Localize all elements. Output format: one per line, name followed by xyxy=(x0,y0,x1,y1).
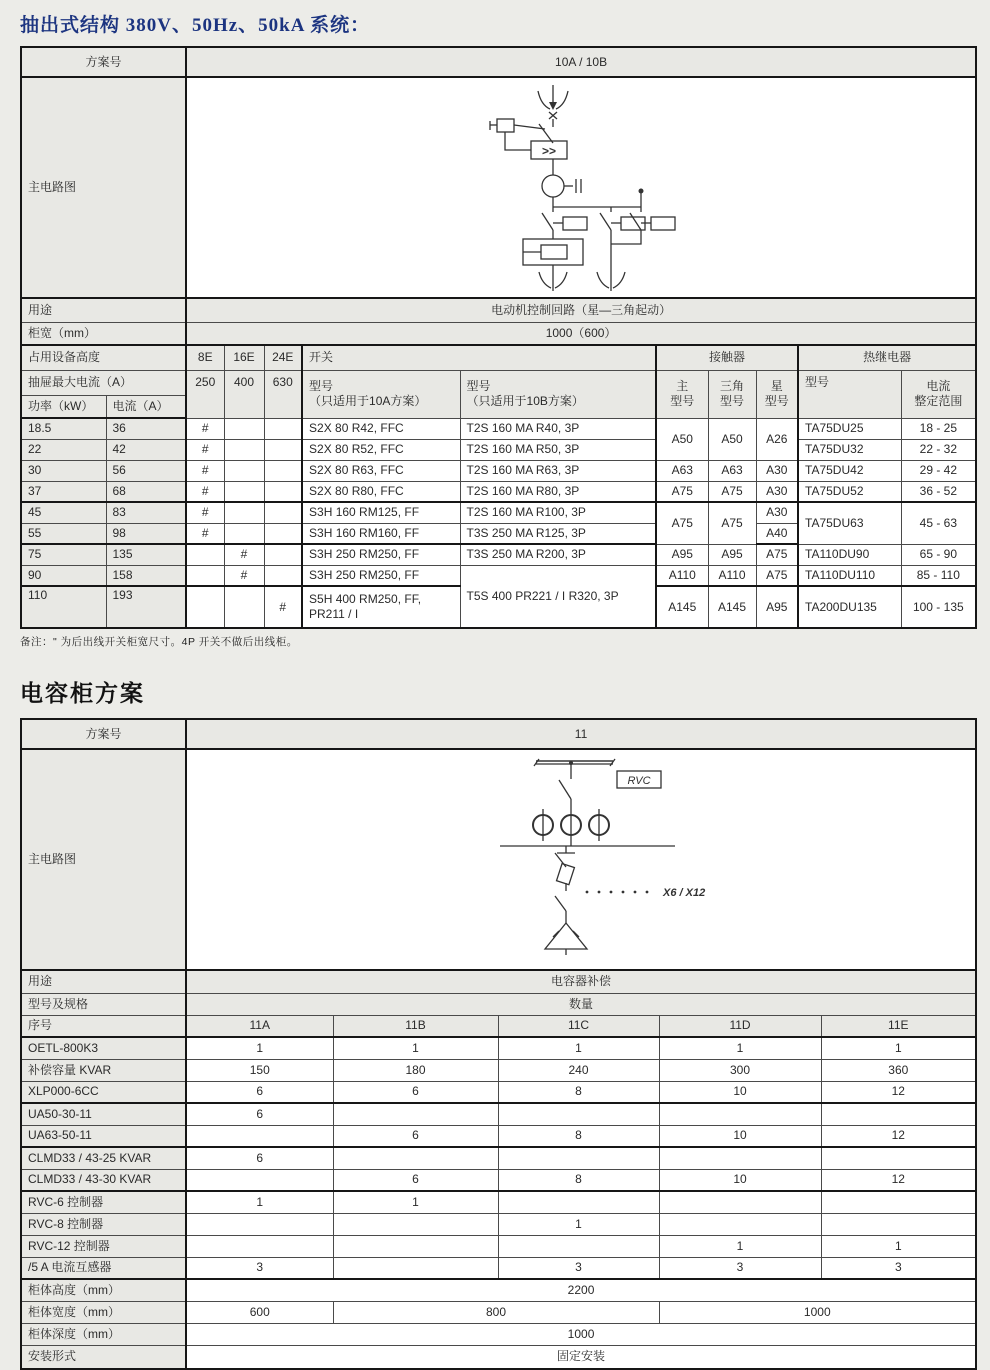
cell xyxy=(224,418,264,439)
cell: /5 A 电流互感器 xyxy=(21,1257,186,1279)
cell xyxy=(264,523,302,544)
cell: RVC-6 控制器 xyxy=(21,1191,186,1213)
mounting-value: 固定安装 xyxy=(186,1345,976,1369)
cabinet-width-value: 600 xyxy=(186,1301,333,1323)
cell: 8E xyxy=(186,345,224,370)
cell: A30 xyxy=(756,481,798,502)
spec-label: 型号及规格 xyxy=(21,993,186,1015)
cell xyxy=(186,544,224,565)
cell: 400 xyxy=(224,370,264,418)
cell: 68 xyxy=(106,481,186,502)
table-row xyxy=(21,1015,976,1037)
cell: T3S 250 MA R125, 3P xyxy=(460,523,656,544)
table-row xyxy=(21,1235,976,1257)
cell: A63 xyxy=(656,460,708,481)
cell: UA50-30-11 xyxy=(21,1103,186,1125)
cell: 电流 xyxy=(926,379,951,393)
table-row xyxy=(21,77,976,298)
cell: TA75DU42 xyxy=(798,460,901,481)
motor-circuit-diagram xyxy=(193,79,976,292)
cell: # xyxy=(264,586,302,628)
cell: # xyxy=(224,565,264,586)
cell xyxy=(821,1147,976,1169)
cell: # xyxy=(186,481,224,502)
cell: TA200DU135 xyxy=(798,586,901,628)
cell xyxy=(224,481,264,502)
cell: S3H 160 RM160, FF xyxy=(302,523,460,544)
circuit-label: 主电路图 xyxy=(21,77,186,298)
contactor-group-label: 接触器 xyxy=(656,345,798,370)
cell: 193 xyxy=(106,586,186,628)
cell: S3H 250 RM250, FF xyxy=(302,544,460,565)
cell: 29 - 42 xyxy=(901,460,976,481)
cell: 6 xyxy=(333,1125,498,1147)
scheme-value: 10A / 10B xyxy=(186,47,976,77)
current-header: 电流（A） xyxy=(106,395,186,418)
cell: A40 xyxy=(756,523,798,544)
cell xyxy=(333,1213,498,1235)
table-row xyxy=(21,298,976,322)
cell xyxy=(333,1235,498,1257)
cell xyxy=(224,439,264,460)
cell: 37 xyxy=(21,481,106,502)
cell: T2S 160 MA R50, 3P xyxy=(460,439,656,460)
cell: # xyxy=(186,502,224,523)
cell xyxy=(224,502,264,523)
cell: 11B xyxy=(333,1015,498,1037)
cell xyxy=(333,1103,498,1125)
cell: 300 xyxy=(659,1059,821,1081)
cell xyxy=(821,1213,976,1235)
cell: 1 xyxy=(498,1213,659,1235)
cell: 90 xyxy=(21,565,106,586)
cell: A50 xyxy=(708,418,756,460)
usage-label: 用途 xyxy=(21,970,186,993)
cell xyxy=(264,481,302,502)
table-row xyxy=(21,565,976,586)
cell: 6 xyxy=(186,1147,333,1169)
cell: 30 xyxy=(21,460,106,481)
cell: TA75DU32 xyxy=(798,439,901,460)
cell: 75 xyxy=(21,544,106,565)
cell: 36 - 52 xyxy=(901,481,976,502)
model-10a-header xyxy=(302,370,460,418)
capacitor-scheme-table xyxy=(20,718,977,1370)
relay-symbol: >> xyxy=(542,144,557,158)
cell: S2X 80 R42, FFC xyxy=(302,418,460,439)
section-title: 电容柜方案 xyxy=(20,681,145,706)
scheme-value: 11 xyxy=(186,719,976,749)
qty-label: 数量 xyxy=(186,993,976,1015)
cell: 1 xyxy=(333,1191,498,1213)
cell: A145 xyxy=(708,586,756,628)
cell xyxy=(186,586,224,628)
cell xyxy=(224,586,264,628)
cell: A63 xyxy=(708,460,756,481)
cell: 1 xyxy=(659,1235,821,1257)
thermal-group-label: 热继电器 xyxy=(798,345,976,370)
cell xyxy=(224,523,264,544)
cell xyxy=(264,418,302,439)
cell: A145 xyxy=(656,586,708,628)
cell: T5S 400 PR221 / I R320, 3P xyxy=(460,565,656,628)
capacitor-circuit-diagram xyxy=(193,751,976,964)
thermal-model-header: 型号 xyxy=(798,370,901,418)
table-row xyxy=(21,439,976,460)
table-row xyxy=(21,993,976,1015)
mounting-label: 安装形式 xyxy=(21,1345,186,1369)
cell: 1 xyxy=(659,1037,821,1059)
cell: A30 xyxy=(756,502,798,523)
cell: 12 xyxy=(821,1081,976,1103)
power-header: 功率（kW） xyxy=(21,395,106,418)
cell xyxy=(498,1191,659,1213)
model-10b-header xyxy=(460,370,656,418)
circuit-label: 主电路图 xyxy=(21,749,186,970)
table-row xyxy=(21,749,976,970)
cell: 240 xyxy=(498,1059,659,1081)
cell: 三角 xyxy=(720,379,745,393)
cell: 主 xyxy=(676,379,689,393)
cell: 18 - 25 xyxy=(901,418,976,439)
table-row xyxy=(21,460,976,481)
note-text: 备注：" 为后出线开关柜宽尺寸。4P 开关不做后出线柜。 xyxy=(20,636,298,648)
cell: A95 xyxy=(756,586,798,628)
cell: 3 xyxy=(498,1257,659,1279)
cell: S5H 400 RM250, FF, PR211 / I xyxy=(302,586,460,628)
cell: 补偿容量 KVAR xyxy=(21,1059,186,1081)
cabinet-height-value: 2200 xyxy=(186,1279,976,1301)
cell: （只适用于10B方案） xyxy=(466,394,584,408)
cell xyxy=(186,1235,333,1257)
table-row xyxy=(21,1257,976,1279)
cell: 180 xyxy=(333,1059,498,1081)
cell: A50 xyxy=(656,418,708,460)
cell: 1 xyxy=(186,1037,333,1059)
cell: T2S 160 MA R40, 3P xyxy=(460,418,656,439)
cell: 98 xyxy=(106,523,186,544)
cell: TA75DU52 xyxy=(798,481,901,502)
cabinet-width-value: 1000 xyxy=(659,1301,976,1323)
cell xyxy=(186,565,224,586)
cell: A75 xyxy=(656,502,708,544)
cell: RVC-12 控制器 xyxy=(21,1235,186,1257)
cell: T3S 250 MA R200, 3P xyxy=(460,544,656,565)
cell: # xyxy=(186,418,224,439)
cell: 8 xyxy=(498,1125,659,1147)
table-row xyxy=(21,719,976,749)
cell: 型号 xyxy=(466,379,491,393)
cabinet-width-value: 800 xyxy=(333,1301,659,1323)
drawer-current-label: 抽屉最大电流（A） xyxy=(21,370,186,395)
table-row xyxy=(21,345,976,370)
scheme-label: 方案号 xyxy=(21,47,186,77)
cell: 型号 xyxy=(309,379,334,393)
cell: 1 xyxy=(498,1037,659,1059)
cell: 1 xyxy=(821,1235,976,1257)
scheme-label: 方案号 xyxy=(21,719,186,749)
cell xyxy=(659,1103,821,1125)
cell: 3 xyxy=(659,1257,821,1279)
cell: 83 xyxy=(106,502,186,523)
cell: OETL-800K3 xyxy=(21,1037,186,1059)
cell: 100 - 135 xyxy=(901,586,976,628)
cell: # xyxy=(186,460,224,481)
cell xyxy=(186,1213,333,1235)
cell: TA75DU63 xyxy=(798,502,901,544)
cell: A110 xyxy=(656,565,708,586)
cell: 6 xyxy=(186,1103,333,1125)
page-title: 抽出式结构 380V、50Hz、50kA 系统： xyxy=(20,15,371,36)
cabinet-width-value: 1000（600） xyxy=(186,322,976,345)
cell: T2S 160 MA R80, 3P xyxy=(460,481,656,502)
switch-group-label: 开关 xyxy=(302,345,656,370)
cell: 11A xyxy=(186,1015,333,1037)
cell: 1 xyxy=(186,1191,333,1213)
cell xyxy=(224,460,264,481)
cell: 630 xyxy=(264,370,302,418)
cell: XLP000-6CC xyxy=(21,1081,186,1103)
usage-value: 电容器补偿 xyxy=(186,970,976,993)
cell xyxy=(264,544,302,565)
cell: 11D xyxy=(659,1015,821,1037)
cell: 56 xyxy=(106,460,186,481)
cell: T2S 160 MA R63, 3P xyxy=(460,460,656,481)
table-row xyxy=(21,544,976,565)
table-row xyxy=(21,1169,976,1191)
cell: 型号 xyxy=(720,394,745,408)
cell: RVC-8 控制器 xyxy=(21,1213,186,1235)
table-row xyxy=(21,1191,976,1213)
table-row xyxy=(21,1213,976,1235)
cell xyxy=(498,1235,659,1257)
cell: 110 xyxy=(21,586,106,628)
cell: 42 xyxy=(106,439,186,460)
cell: A75 xyxy=(708,502,756,544)
rvc-label: RVC xyxy=(627,775,651,787)
cell: S2X 80 R63, FFC xyxy=(302,460,460,481)
cell: 10 xyxy=(659,1081,821,1103)
cell xyxy=(821,1103,976,1125)
cell: TA110DU110 xyxy=(798,565,901,586)
cell: 250 xyxy=(186,370,224,418)
branch-label: X6 / X12 xyxy=(663,887,706,899)
cell: CLMD33 / 43-25 KVAR xyxy=(21,1147,186,1169)
cell: 8 xyxy=(498,1081,659,1103)
circuit-cell xyxy=(186,749,976,970)
cell: # xyxy=(186,439,224,460)
table-row xyxy=(21,1103,976,1125)
table-row xyxy=(21,1345,976,1369)
table-row xyxy=(21,481,976,502)
cell: 1 xyxy=(333,1037,498,1059)
cell: 55 xyxy=(21,523,106,544)
table-row xyxy=(21,1147,976,1169)
cell: 10 xyxy=(659,1169,821,1191)
cell xyxy=(498,1147,659,1169)
cell: T2S 160 MA R100, 3P xyxy=(460,502,656,523)
table-row xyxy=(21,1037,976,1059)
cell: 6 xyxy=(186,1081,333,1103)
cell: 45 xyxy=(21,502,106,523)
cabinet-height-label: 柜体高度（mm） xyxy=(21,1279,186,1301)
cell xyxy=(186,1125,333,1147)
cell: 24E xyxy=(264,345,302,370)
cabinet-depth-label: 柜体深度（mm） xyxy=(21,1323,186,1345)
cell xyxy=(821,1191,976,1213)
cell: 1 xyxy=(821,1037,976,1059)
cell: A110 xyxy=(708,565,756,586)
cell: 3 xyxy=(186,1257,333,1279)
cell: 6 xyxy=(333,1081,498,1103)
cell: 45 - 63 xyxy=(901,502,976,544)
cell: 36 xyxy=(106,418,186,439)
cell xyxy=(186,1169,333,1191)
height-label: 占用设备高度 xyxy=(21,345,186,370)
cell: 3 xyxy=(821,1257,976,1279)
table-row xyxy=(21,970,976,993)
cell: 16E xyxy=(224,345,264,370)
usage-value: 电动机控制回路（星—三角起动） xyxy=(186,298,976,322)
cell: 135 xyxy=(106,544,186,565)
cell xyxy=(333,1147,498,1169)
cell xyxy=(659,1191,821,1213)
table-row xyxy=(21,1081,976,1103)
table-row xyxy=(21,370,976,395)
cell xyxy=(264,565,302,586)
usage-label: 用途 xyxy=(21,298,186,322)
cell: # xyxy=(186,523,224,544)
table-row xyxy=(21,1059,976,1081)
cell: S2X 80 R80, FFC xyxy=(302,481,460,502)
cell: S3H 250 RM250, FF xyxy=(302,565,460,586)
cell: 星 xyxy=(770,379,783,393)
cell: A75 xyxy=(756,544,798,565)
cell: （只适用于10A方案） xyxy=(309,394,427,408)
cell: 158 xyxy=(106,565,186,586)
cell: A75 xyxy=(656,481,708,502)
table-row xyxy=(21,322,976,345)
cell: 10 xyxy=(659,1125,821,1147)
cell: UA63-50-11 xyxy=(21,1125,186,1147)
cell: 型号 xyxy=(670,394,695,408)
cell xyxy=(659,1213,821,1235)
cell xyxy=(264,439,302,460)
cell: 150 xyxy=(186,1059,333,1081)
cell: S2X 80 R52, FFC xyxy=(302,439,460,460)
cell: 6 xyxy=(333,1169,498,1191)
cabinet-width-label: 柜体宽度（mm） xyxy=(21,1301,186,1323)
star-contactor-header xyxy=(756,370,798,418)
circuit-cell xyxy=(186,77,976,298)
cell xyxy=(498,1103,659,1125)
cell xyxy=(659,1147,821,1169)
cell: A30 xyxy=(756,460,798,481)
table-row xyxy=(21,1323,976,1345)
table-row xyxy=(21,1301,976,1323)
cell: 18.5 xyxy=(21,418,106,439)
cell: A75 xyxy=(756,565,798,586)
cabinet-depth-value: 1000 xyxy=(186,1323,976,1345)
cell: A26 xyxy=(756,418,798,460)
cell: 12 xyxy=(821,1169,976,1191)
table-row xyxy=(21,1279,976,1301)
cell: A75 xyxy=(708,481,756,502)
cell xyxy=(264,502,302,523)
table-row xyxy=(21,1125,976,1147)
cell: 11E xyxy=(821,1015,976,1037)
cell: # xyxy=(224,544,264,565)
cell: TA110DU90 xyxy=(798,544,901,565)
cell: 型号 xyxy=(764,394,789,408)
cell: 11C xyxy=(498,1015,659,1037)
cell: 8 xyxy=(498,1169,659,1191)
cabinet-width-label: 柜宽（mm） xyxy=(21,322,186,345)
table-row xyxy=(21,418,976,439)
cell: 360 xyxy=(821,1059,976,1081)
serial-label: 序号 xyxy=(21,1015,186,1037)
cell: A95 xyxy=(708,544,756,565)
cell: 65 - 90 xyxy=(901,544,976,565)
cell: 12 xyxy=(821,1125,976,1147)
cell: S3H 160 RM125, FF xyxy=(302,502,460,523)
cell xyxy=(333,1257,498,1279)
main-contactor-header xyxy=(656,370,708,418)
cell: A95 xyxy=(656,544,708,565)
cell xyxy=(264,460,302,481)
table-row xyxy=(21,502,976,523)
cell: 整定范围 xyxy=(914,394,963,408)
cell: 85 - 110 xyxy=(901,565,976,586)
motor-scheme-table xyxy=(20,46,977,629)
cell: CLMD33 / 43-30 KVAR xyxy=(21,1169,186,1191)
cell: TA75DU25 xyxy=(798,418,901,439)
cell: 22 xyxy=(21,439,106,460)
table-row xyxy=(21,47,976,77)
range-header xyxy=(901,370,976,418)
cell: 22 - 32 xyxy=(901,439,976,460)
delta-contactor-header xyxy=(708,370,756,418)
